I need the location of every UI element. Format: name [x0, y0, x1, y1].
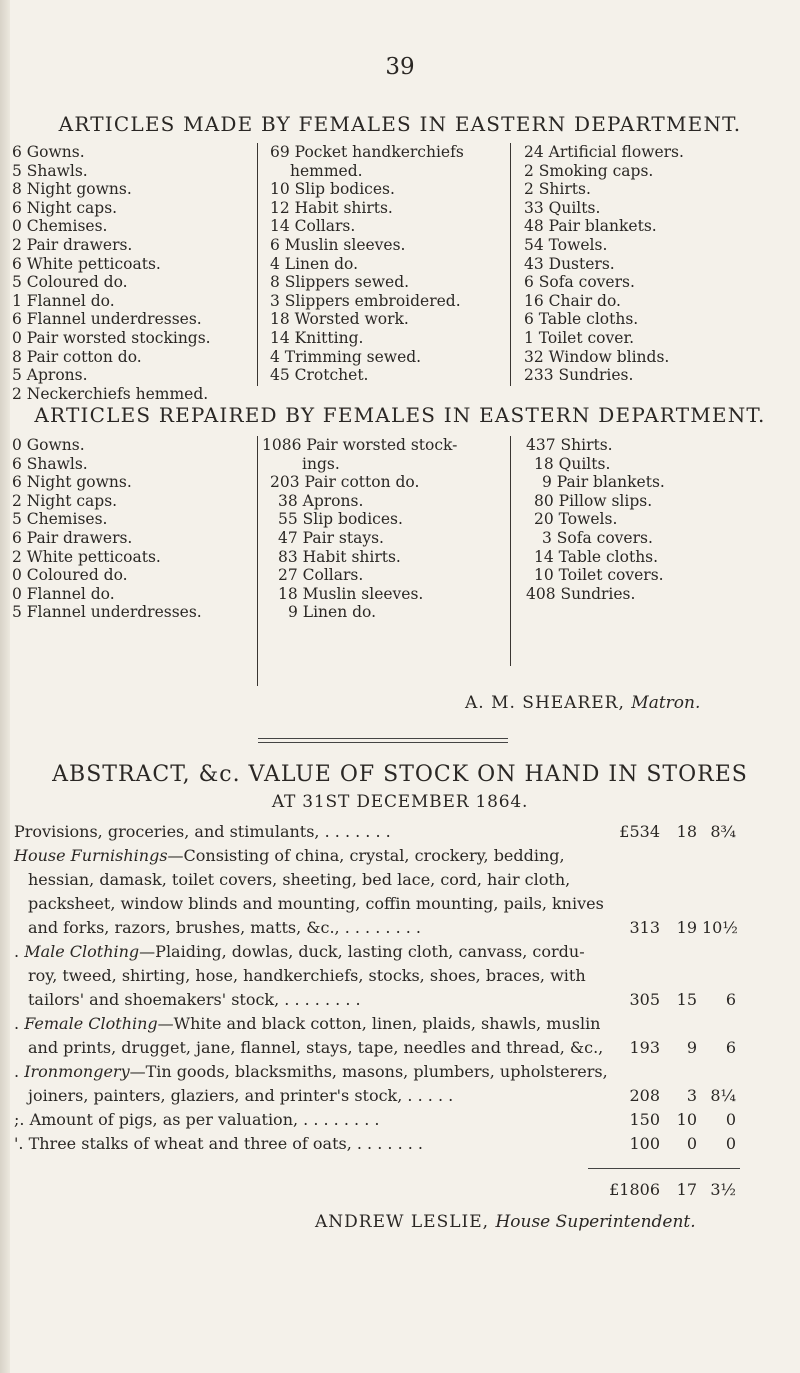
matron-name: A. M. SHEARER,: [465, 693, 625, 713]
pence: 10½: [702, 918, 738, 937]
column-divider: [257, 436, 258, 686]
list-item: 18 Muslin sleeves.: [278, 584, 424, 603]
column-divider: [510, 436, 511, 666]
list-item: 38 Aprons.: [278, 491, 364, 510]
list-item: 9 Pair blankets.: [542, 473, 665, 492]
pence: 0: [725, 1110, 736, 1129]
list-item: 8 Slippers sewed.: [270, 273, 410, 292]
list-item: 408 Sundries.: [526, 584, 636, 603]
list-item: 203 Pair cotton do.: [270, 473, 420, 492]
pounds: 150: [629, 1110, 660, 1129]
pounds: £1806: [609, 1180, 660, 1199]
superintendent-name: ANDREW LESLIE,: [315, 1212, 490, 1232]
matron-signature: [465, 693, 700, 713]
list-item: 233 Sundries.: [524, 366, 634, 385]
list-item: 80 Pillow slips.: [534, 491, 653, 510]
list-item: 18 Worsted work.: [270, 310, 409, 329]
pounds: 208: [629, 1086, 660, 1105]
list-item: 0 Flannel do.: [12, 584, 115, 603]
list-item: 4 Trimming sewed.: [270, 347, 422, 366]
list-item: 9 Linen do.: [288, 603, 377, 622]
list-item: 5 Coloured do.: [12, 273, 128, 292]
list-item: 0 Chemises.: [12, 217, 108, 236]
list-item: 2 Pair drawers.: [12, 235, 133, 254]
list-item: 12 Habit shirts.: [270, 198, 393, 217]
pence: 0: [725, 1134, 736, 1153]
list-item: 1086 Pair worsted stock-: [262, 436, 458, 454]
pence: 8¼: [710, 1086, 736, 1105]
list-item: 24 Artificial flowers.: [524, 143, 684, 161]
list-item: 6 Pair drawers.: [12, 528, 133, 547]
list-item: 3 Sofa covers.: [542, 528, 653, 547]
shillings: 17: [676, 1180, 697, 1199]
shillings: 19: [676, 918, 697, 937]
document-page: 39 ARTICLES MADE BY FEMALES IN EASTERN DEPARTMENT. 6 Gowns. 5 Shawls. 8 Night gowns. 6 Night caps. 0 Chemises. 2 Pair drawers. 6 White petticoats. 5 Coloured do. 1 Flannel do. 6 Flannel underdresses. 0 Pair worsted stockings. 8 Pair cotton do. 5 Aprons. 2 Neckerchiefs hemmed. 69 Pocket handkerchiefs hemmed. 10 Slip bodices. 12 Habit shirts. 14 Collars. 6 Muslin sleeves. 4 Linen do. 8 Slippers sewed. 3 Slippers embroidered. 18 Worsted work. 14 Knitting. 4 Trimming sewed. 45 Crotchet. 24 Artificial flowers. 2 Smoking caps. 2 Shirts. 33 Quilts. 48 Pair blankets. 54 Towels. 43 Dusters. 6 Sofa covers. 16 Chair do. 6 Table cloths. 1 Toilet cover. 32 Window blinds. 233 Sundries. ARTICLES REPAIRED BY FEMALES IN EASTERN DEPARTMENT. 0 Gowns. 6 Shawls. 6 Night gowns. 2 Night caps. 5 Chemises. 6 Pair drawers. 2 White petticoats. 0 Coloured do. 0 Flannel do. 5 Flannel underdresses. 1086 Pair worsted stock- ings. 203 Pair cotton do. 38 Aprons. 55 Slip bodices. 47 Pair stays. 83 Habit shirts. 27 Collars. 18 Muslin sleeves. 9 Linen do. 437 Shirts. 18 Quilts. 9 Pair blankets. 80 Pillow slips. 20 Towels. 3 Sofa covers. 14 Table cloths. 10 Toilet covers. 408 Sundries. A. M. SHEARER, Matron. ABSTRACT, &c. VALUE OF STOCK ON HAND IN STORES AT 31ST DECEMBER 1864. Provisions, groceries, and stimulants, . . . . . . . £534 18 8¾ House Furnishings—Consisting of china, crystal, crockery, bedding, hessian, damask, toilet covers, sheeting, bed lace, cord, hair cloth, packsheet, window blinds and mounting, coffin mounting, pails, knives and forks, razors, brushes, matts, &c., . . . . . . . . 313 19 10½ . Male Clothing—Plaiding, dowlas, duck, lasting cloth, canvass, cordu- roy, tweed, shirting, hose, handkerchiefs, stocks, shoes, braces, with tailors' and shoemakers' stock, . . . . . . . . 305 15 6 . Female Clothing—White and black cotton, linen, plaids, shawls, muslin and prints, drugget, jane, flannel, stays, tape, needles and thread, &c., 193 9 6 . Ironmongery—Tin goods, blacksmiths, masons, plumbers, upholsterers, joiners, painters, glaziers, and printer's stock, . . . . . 208 3 8¼ ;. Amount of pigs, as per valuation, . . . . . . . . 150 10 0 '. Three stalks of wheat and three of oats, . . . . . . . 100 0 0 £1806 17 3½ ANDREW LESLIE, House Superintendent.: [0, 0, 800, 1373]
superintendent-title: House Superintendent.: [495, 1212, 696, 1232]
list-item: 27 Collars.: [278, 566, 364, 585]
matron-title: Matron.: [631, 693, 701, 713]
list-item: 8 Night gowns.: [12, 180, 132, 199]
list-item: 10 Slip bodices.: [270, 180, 395, 199]
list-item: 5 Shawls.: [12, 161, 88, 180]
total-rule: [588, 1168, 740, 1169]
superintendent-signature: [315, 1212, 696, 1232]
column-divider: [510, 143, 511, 386]
shillings: 3: [686, 1086, 697, 1105]
list-item: 6 Night caps.: [12, 198, 118, 217]
repaired-column-3: [526, 436, 665, 603]
list-item: 18 Quilts.: [534, 454, 611, 473]
shillings: 15: [676, 990, 697, 1009]
pounds: 193: [629, 1038, 660, 1057]
shillings: 18: [676, 822, 697, 841]
list-item: 2 Night caps.: [12, 491, 118, 510]
shillings: 9: [686, 1038, 697, 1057]
list-item: 6 Night gowns.: [12, 473, 132, 492]
abstract-total: [0, 1180, 800, 1202]
list-item: 6 Gowns.: [12, 143, 85, 161]
made-heading: ARTICLES MADE BY FEMALES IN EASTERN DEPARTMENT.: [58, 112, 742, 136]
list-item: 54 Towels.: [524, 235, 608, 254]
repaired-column-2: [262, 436, 457, 622]
list-item: 6 Table cloths.: [524, 310, 639, 329]
made-column-3: [524, 143, 684, 385]
list-item: 14 Table cloths.: [534, 547, 659, 566]
pence: 6: [725, 990, 736, 1009]
list-item: 6 Shawls.: [12, 454, 88, 473]
list-item: 4 Linen do.: [270, 254, 359, 273]
abstract-item-wheat-oats: '. Three stalks of wheat and three of oats, . . . . . . . 100 0 0: [14, 1134, 736, 1153]
list-item: 1 Flannel do.: [12, 291, 115, 310]
list-item: 3 Slippers embroidered.: [270, 291, 461, 310]
list-item: 5 Aprons.: [12, 366, 88, 385]
pounds: 313: [629, 918, 660, 937]
list-item: 0 Coloured do.: [12, 566, 128, 585]
list-item: 5 Chemises.: [12, 510, 108, 529]
divider-rule: [258, 742, 508, 743]
list-item: 14 Knitting.: [270, 328, 364, 347]
pounds: £534: [619, 822, 660, 841]
list-item: hemmed.: [290, 161, 363, 180]
abstract-item-ironmongery: . Ironmongery—Tin goods, blacksmiths, masons, plumbers, upholsterers,: [14, 1062, 608, 1081]
list-item: 6 White petticoats.: [12, 254, 161, 273]
list-item: 14 Collars.: [270, 217, 356, 236]
list-item: 0 Pair worsted stockings.: [12, 328, 211, 347]
list-item: 2 Neckerchiefs hemmed.: [12, 384, 209, 403]
pence: 3½: [710, 1180, 736, 1199]
list-item: ings.: [302, 454, 340, 473]
abstract-item-female-clothing: . Female Clothing—White and black cotton, linen, plaids, shawls, muslin: [14, 1014, 601, 1033]
column-divider: [257, 143, 258, 386]
list-item: 16 Chair do.: [524, 291, 621, 310]
made-column-2: [270, 143, 464, 385]
list-item: 0 Gowns.: [12, 436, 85, 454]
list-item: 32 Window blinds.: [524, 347, 670, 366]
list-item: 47 Pair stays.: [278, 528, 384, 547]
made-column-1: [12, 143, 211, 403]
abstract-subtitle: AT 31ST DECEMBER 1864.: [271, 792, 529, 812]
list-item: 6 Sofa covers.: [524, 273, 635, 292]
list-item: 55 Slip bodices.: [278, 510, 403, 529]
list-item: 437 Shirts.: [526, 436, 613, 454]
abstract-item-male-clothing: . Male Clothing—Plaiding, dowlas, duck, lasting cloth, canvass, cordu-: [14, 942, 585, 961]
list-item: 10 Toilet covers.: [534, 566, 664, 585]
list-item: 20 Towels.: [534, 510, 618, 529]
pounds: 100: [629, 1134, 660, 1153]
list-item: 69 Pocket handkerchiefs: [270, 143, 464, 161]
shillings: 0: [686, 1134, 697, 1153]
repaired-column-1: [12, 436, 202, 622]
list-item: 83 Habit shirts.: [278, 547, 401, 566]
pounds: 305: [629, 990, 660, 1009]
abstract-item-house-furnishings: House Furnishings—Consisting of china, crystal, crockery, bedding,: [14, 846, 565, 865]
list-item: 1 Toilet cover.: [524, 328, 635, 347]
repaired-heading: ARTICLES REPAIRED BY FEMALES IN EASTERN DEPARTMENT.: [34, 403, 766, 427]
abstract-item-pigs: ;. Amount of pigs, as per valuation, . . . . . . . . 150 10 0: [14, 1110, 736, 1129]
list-item: 2 White petticoats.: [12, 547, 161, 566]
divider-rule: [258, 738, 508, 739]
list-item: 6 Flannel underdresses.: [12, 310, 202, 329]
list-item: 2 Shirts.: [524, 180, 591, 199]
shillings: 10: [676, 1110, 697, 1129]
list-item: 8 Pair cotton do.: [12, 347, 142, 366]
list-item: 5 Flannel underdresses.: [12, 603, 202, 622]
list-item: 33 Quilts.: [524, 198, 601, 217]
list-item: 48 Pair blankets.: [524, 217, 657, 236]
pence: 6: [725, 1038, 736, 1057]
list-item: 2 Smoking caps.: [524, 161, 654, 180]
abstract-item-provisions: Provisions, groceries, and stimulants, . . . . . . . £534 18 8¾: [14, 822, 736, 841]
pence: 8¾: [710, 822, 736, 841]
binding-gutter: [0, 0, 10, 1373]
page-number: 39: [385, 54, 415, 80]
abstract-title: ABSTRACT, &c. VALUE OF STOCK ON HAND IN STORES: [52, 762, 748, 787]
list-item: 6 Muslin sleeves.: [270, 235, 406, 254]
list-item: 45 Crotchet.: [270, 366, 369, 385]
list-item: 43 Dusters.: [524, 254, 615, 273]
